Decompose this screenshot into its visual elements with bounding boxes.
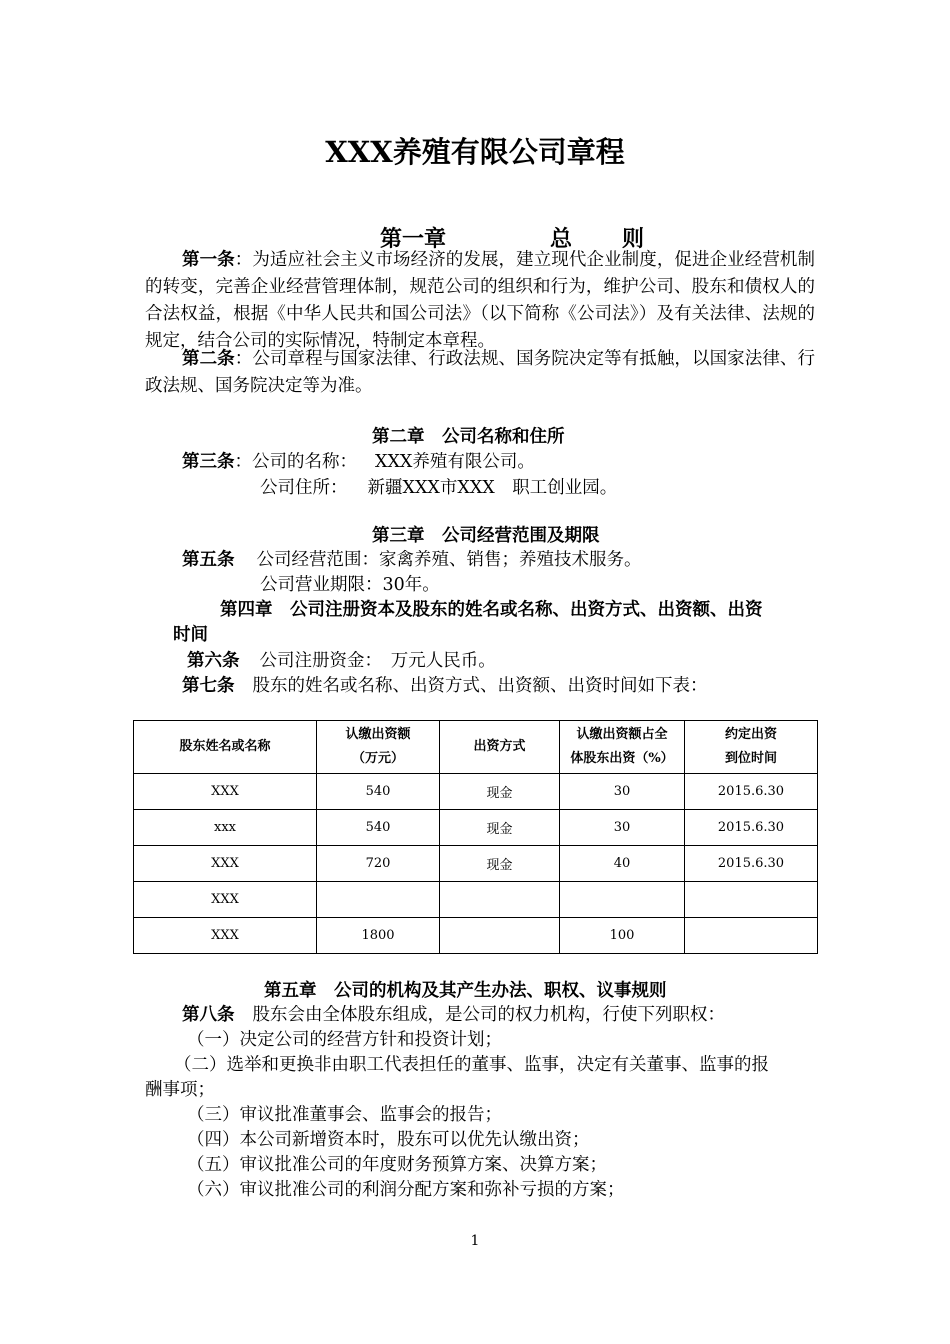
cell-percent: 30 <box>560 774 685 810</box>
cell-date: 2015.6.30 <box>685 846 818 882</box>
cell-name: XXX <box>134 846 317 882</box>
cell-method: 现金 <box>440 846 560 882</box>
article-8 <box>182 1002 725 1029</box>
cell-method: 现金 <box>440 774 560 810</box>
header-share-percent: 认缴出资额占全 体股东出资（%） <box>560 721 685 774</box>
power-item-2-line-1: （二）选举和更换非由职工代表担任的董事、监事，决定有关董事、监事的报 <box>174 1055 769 1075</box>
chapter-4-heading-line-2: 时间 <box>173 625 208 645</box>
cell-date: 2015.6.30 <box>685 810 818 846</box>
power-item-4: （四）本公司新增资本时，股东可以优先认缴出资； <box>187 1130 590 1150</box>
cell-method: 现金 <box>440 810 560 846</box>
article-3-line-2 <box>260 475 617 502</box>
article-1 <box>145 247 815 355</box>
article-1-text: ：为适应社会主义市场经济的发展，建立现代企业制度，促进企业经营机制的转变，完善企业经营管理体制，规范公司的组织和行为，维护公司、股东和债权人的合法权益，根据《中华人民共和国公司法》（以下简称《公司法》）及有关法律、法规的规定，结合公司的实际情况，特制定本章程。 <box>145 250 816 351</box>
cell-percent: 100 <box>560 918 685 954</box>
company-name-label: ：公司的名称： <box>234 452 357 472</box>
cell-name: XXX <box>134 882 317 918</box>
article-8-text: 股东会由全体股东组成，是公司的权力机构，行使下列职权： <box>252 1005 725 1025</box>
chapter-1-name-b: 则 <box>622 226 645 252</box>
cell-capital: 540 <box>317 774 440 810</box>
header-shareholder-name: 股东姓名或名称 <box>134 721 317 774</box>
table-row <box>134 846 818 882</box>
cell-capital: 1800 <box>317 918 440 954</box>
header-payment-date: 约定出资 到位时间 <box>685 721 818 774</box>
cell-name: xxx <box>134 810 317 846</box>
cell-percent: 30 <box>560 810 685 846</box>
company-name-value: XXX养殖有限公司。 <box>375 452 535 472</box>
chapter-1-name-a: 总 <box>550 226 573 252</box>
article-7-text: 股东的姓名或名称、出资方式、出资额、出资时间如下表： <box>252 676 708 696</box>
chapter-1-number: 第一章 <box>380 226 447 252</box>
article-3-label: 第三条 <box>182 452 235 472</box>
article-5-line-1 <box>182 547 642 574</box>
table-row <box>134 918 818 954</box>
cell-capital: 720 <box>317 846 440 882</box>
chapter-4-heading-line-1: 第四章 公司注册资本及股东的姓名或名称、出资方式、出资额、出资 <box>220 600 763 620</box>
table-row <box>134 882 818 918</box>
article-6 <box>187 648 496 675</box>
article-2-label: 第二条 <box>182 349 235 369</box>
document-title: XXX养殖有限公司章程 <box>325 135 625 169</box>
cell-date <box>685 918 818 954</box>
cell-capital: 540 <box>317 810 440 846</box>
power-item-3: （三）审议批准董事会、监事会的报告； <box>187 1105 502 1125</box>
header-subscribed-capital: 认缴出资额 （万元） <box>317 721 440 774</box>
header-contribution-method: 出资方式 <box>440 721 560 774</box>
table-header-row <box>134 721 818 774</box>
cell-method <box>440 882 560 918</box>
cell-percent: 40 <box>560 846 685 882</box>
power-item-1: （一）决定公司的经营方针和投资计划； <box>187 1030 502 1050</box>
article-5-label: 第五条 <box>182 550 235 570</box>
article-6-text: 公司注册资金： 万元人民币。 <box>259 651 496 671</box>
cell-capital <box>317 882 440 918</box>
shareholder-table <box>133 720 818 954</box>
article-2 <box>145 346 815 400</box>
power-item-5: （五）审议批准公司的年度财务预算方案、决算方案； <box>187 1155 607 1175</box>
article-7-label: 第七条 <box>182 676 235 696</box>
business-scope: 公司经营范围：家禽养殖、销售；养殖技术服务。 <box>256 550 642 570</box>
cell-name: XXX <box>134 774 317 810</box>
cell-method <box>440 918 560 954</box>
article-1-label: 第一条 <box>182 250 235 270</box>
page-number: 1 <box>470 1233 480 1249</box>
article-6-label: 第六条 <box>187 651 240 671</box>
cell-date: 2015.6.30 <box>685 774 818 810</box>
article-2-text: ：公司章程与国家法律、行政法规、国务院决定等有抵触，以国家法律、行政法规、国务院决定等为准。 <box>145 349 816 396</box>
table-row <box>134 774 818 810</box>
power-item-2-line-2: 酬事项； <box>145 1080 215 1100</box>
cell-date <box>685 882 818 918</box>
cell-name: XXX <box>134 918 317 954</box>
company-address-value: 新疆XXX市XXX 职工创业园。 <box>367 478 618 498</box>
article-7 <box>182 673 708 700</box>
chapter-5-heading: 第五章 公司的机构及其产生办法、职权、议事规则 <box>264 981 667 1001</box>
company-address-label: 公司住所： <box>260 478 348 498</box>
chapter-3-heading: 第三章 公司经营范围及期限 <box>372 526 600 546</box>
cell-percent <box>560 882 685 918</box>
chapter-2-heading: 第二章 公司名称和住所 <box>372 427 565 447</box>
article-8-label: 第八条 <box>182 1005 235 1025</box>
business-term: 公司营业期限：30年。 <box>260 575 440 595</box>
power-item-6: （六）审议批准公司的利润分配方案和弥补亏损的方案； <box>187 1180 625 1200</box>
article-3-line-1 <box>182 449 535 476</box>
table-row <box>134 810 818 846</box>
